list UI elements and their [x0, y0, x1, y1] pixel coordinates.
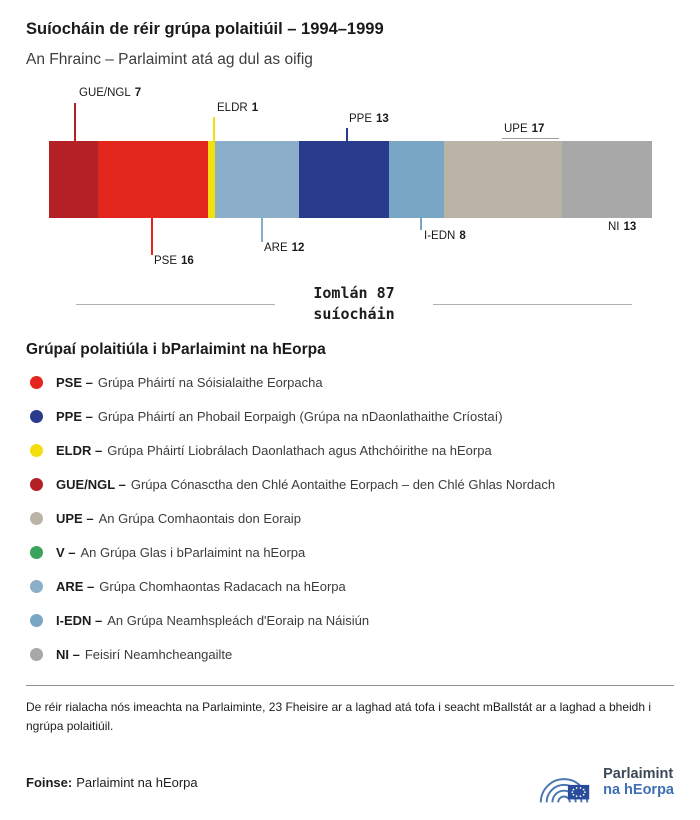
- bar-label-code: UPE: [504, 123, 528, 135]
- bar-label-value: 17: [531, 123, 545, 135]
- legend-dot-are: [30, 580, 43, 593]
- bar-label-ni: [608, 221, 636, 233]
- total-label: [275, 283, 432, 325]
- leader-line-upe: [502, 138, 559, 139]
- logo-line2: na hEorpa: [603, 782, 674, 799]
- legend-abbr: PPE –: [56, 408, 93, 424]
- legend-item-v: [26, 535, 674, 569]
- legend-desc: An Grúpa Glas i bParlaimint na hEorpa: [80, 544, 306, 560]
- bar-label-ppe: [349, 113, 389, 125]
- footer-row: [26, 759, 674, 805]
- legend-abbr: NI –: [56, 646, 80, 662]
- ep-logo: [535, 759, 674, 805]
- bar-label-eldr: [217, 102, 258, 114]
- legend-abbr: GUE/NGL –: [56, 476, 126, 492]
- legend-desc: Grúpa Pháirtí an Phobail Eorpaigh (Grúpa na nDaonlathaithe Críostaí): [97, 408, 503, 424]
- legend-list: [26, 365, 674, 671]
- bar-label-are: [264, 242, 304, 254]
- european-parliament-logo-icon: [535, 759, 595, 805]
- bar-segment-upe: [444, 141, 562, 218]
- legend-desc: Grúpa Pháirtí Liobrálach Daonlathach agus Athchóirithe na hEorpa: [107, 442, 492, 458]
- legend-dot-pse: [30, 376, 43, 389]
- legend-item-upe: [26, 501, 674, 535]
- legend-desc: Grúpa Chomhaontas Radacach na hEorpa: [99, 578, 346, 594]
- divider: [26, 685, 674, 686]
- leader-line-pse: [151, 218, 153, 255]
- legend-desc: Grúpa Pháirtí na Sóisialaithe Eorpacha: [97, 374, 323, 390]
- chart-area: [26, 85, 674, 277]
- legend-dot-ni: [30, 648, 43, 661]
- legend-item-ppe: [26, 399, 674, 433]
- leader-line-gue-ngl: [74, 103, 76, 141]
- logo-text: [603, 766, 674, 799]
- bar-label-upe: [504, 123, 544, 135]
- leader-line-i-edn: [420, 218, 422, 230]
- legend-dot-v: [30, 546, 43, 559]
- legend-desc: An Grúpa Comhaontais don Eoraip: [98, 510, 301, 526]
- bar-label-value: 7: [134, 87, 142, 99]
- legend-dot-i-edn: [30, 614, 43, 627]
- total-rule-left: [76, 304, 275, 305]
- bar-label-code: I-EDN: [424, 230, 456, 242]
- legend-desc: Grúpa Cónasctha den Chlé Aontaithe Eorpach – den Chlé Ghlas Nordach: [130, 476, 556, 492]
- legend-item-pse: [26, 365, 674, 399]
- legend-abbr: PSE –: [56, 374, 93, 390]
- legend-abbr: I-EDN –: [56, 612, 103, 628]
- legend-heading: Grúpaí polaitiúla i bParlaimint na hEorpa: [26, 341, 326, 358]
- legend-item-ni: [26, 637, 674, 671]
- legend-item-gue-ngl: [26, 467, 674, 501]
- legend-abbr: UPE –: [56, 510, 94, 526]
- bar-label-code: GUE/NGL: [79, 87, 131, 99]
- bar-label-value: 1: [251, 102, 259, 114]
- total-line2: suíocháin: [313, 305, 395, 323]
- legend-desc: An Grúpa Neamhspleách d'Eoraip na Náisiún: [107, 612, 370, 628]
- legend-item-eldr: [26, 433, 674, 467]
- total-row: [26, 283, 674, 325]
- bar-label-code: PPE: [349, 113, 373, 125]
- bar-label-gue-ngl: [79, 87, 141, 99]
- legend-dot-upe: [30, 512, 43, 525]
- bar-label-value: 8: [459, 230, 466, 242]
- legend-item-i-edn: [26, 603, 674, 637]
- leader-line-are: [261, 218, 263, 242]
- legend-abbr: V –: [56, 544, 76, 560]
- total-rule-right: [433, 304, 632, 305]
- bar-segment-ppe: [299, 141, 389, 218]
- total-line1: Iomlán 87: [313, 284, 395, 302]
- legend-desc: Feisirí Neamhcheangailte: [84, 646, 233, 662]
- legend-abbr: ELDR –: [56, 442, 103, 458]
- bar-label-code: NI: [608, 221, 620, 233]
- legend-dot-eldr: [30, 444, 43, 457]
- page-title: Suíocháin de réir grúpa polaitiúil – 1994–1999: [26, 20, 384, 38]
- legend-item-are: [26, 569, 674, 603]
- bar-label-code: ARE: [264, 242, 288, 254]
- leader-line-eldr: [213, 117, 215, 141]
- bar-segment-eldr: [208, 141, 215, 218]
- footnote: De réir rialacha nós imeachta na Parlaiminte, 23 Fheisire ar a laghad atá tofa i seacht mBallstát ar a laghad a bheidh i ngrúpa polaitiúil.: [26, 700, 652, 733]
- bar-segment-are: [215, 141, 298, 218]
- bar-label-value: 13: [623, 221, 637, 233]
- bar-label-code: PSE: [154, 255, 178, 267]
- legend-dot-gue-ngl: [30, 478, 43, 491]
- bar-label-code: ELDR: [217, 102, 248, 114]
- bar-label-value: 13: [376, 113, 389, 125]
- bar-label-pse: [154, 255, 194, 267]
- source-line: [26, 775, 198, 790]
- bar-segment-i-edn: [389, 141, 444, 218]
- stacked-bar: [49, 141, 652, 218]
- logo-line1: Parlaimint: [603, 765, 674, 782]
- leader-line-ppe: [346, 128, 348, 141]
- bar-label-value: 12: [291, 242, 305, 254]
- bar-segment-pse: [98, 141, 209, 218]
- legend-abbr: ARE –: [56, 578, 95, 594]
- bar-segment-gue-ngl: [49, 141, 98, 218]
- legend-dot-ppe: [30, 410, 43, 423]
- source-text: Parlaimint na hEorpa: [76, 774, 198, 790]
- bar-label-value: 16: [181, 255, 194, 267]
- bar-segment-ni: [562, 141, 652, 218]
- source-label: Foinse:: [26, 774, 73, 790]
- page-subtitle: An Fhrainc – Parlaimint atá ag dul as oifig: [26, 51, 313, 68]
- bar-label-i-edn: [424, 230, 466, 242]
